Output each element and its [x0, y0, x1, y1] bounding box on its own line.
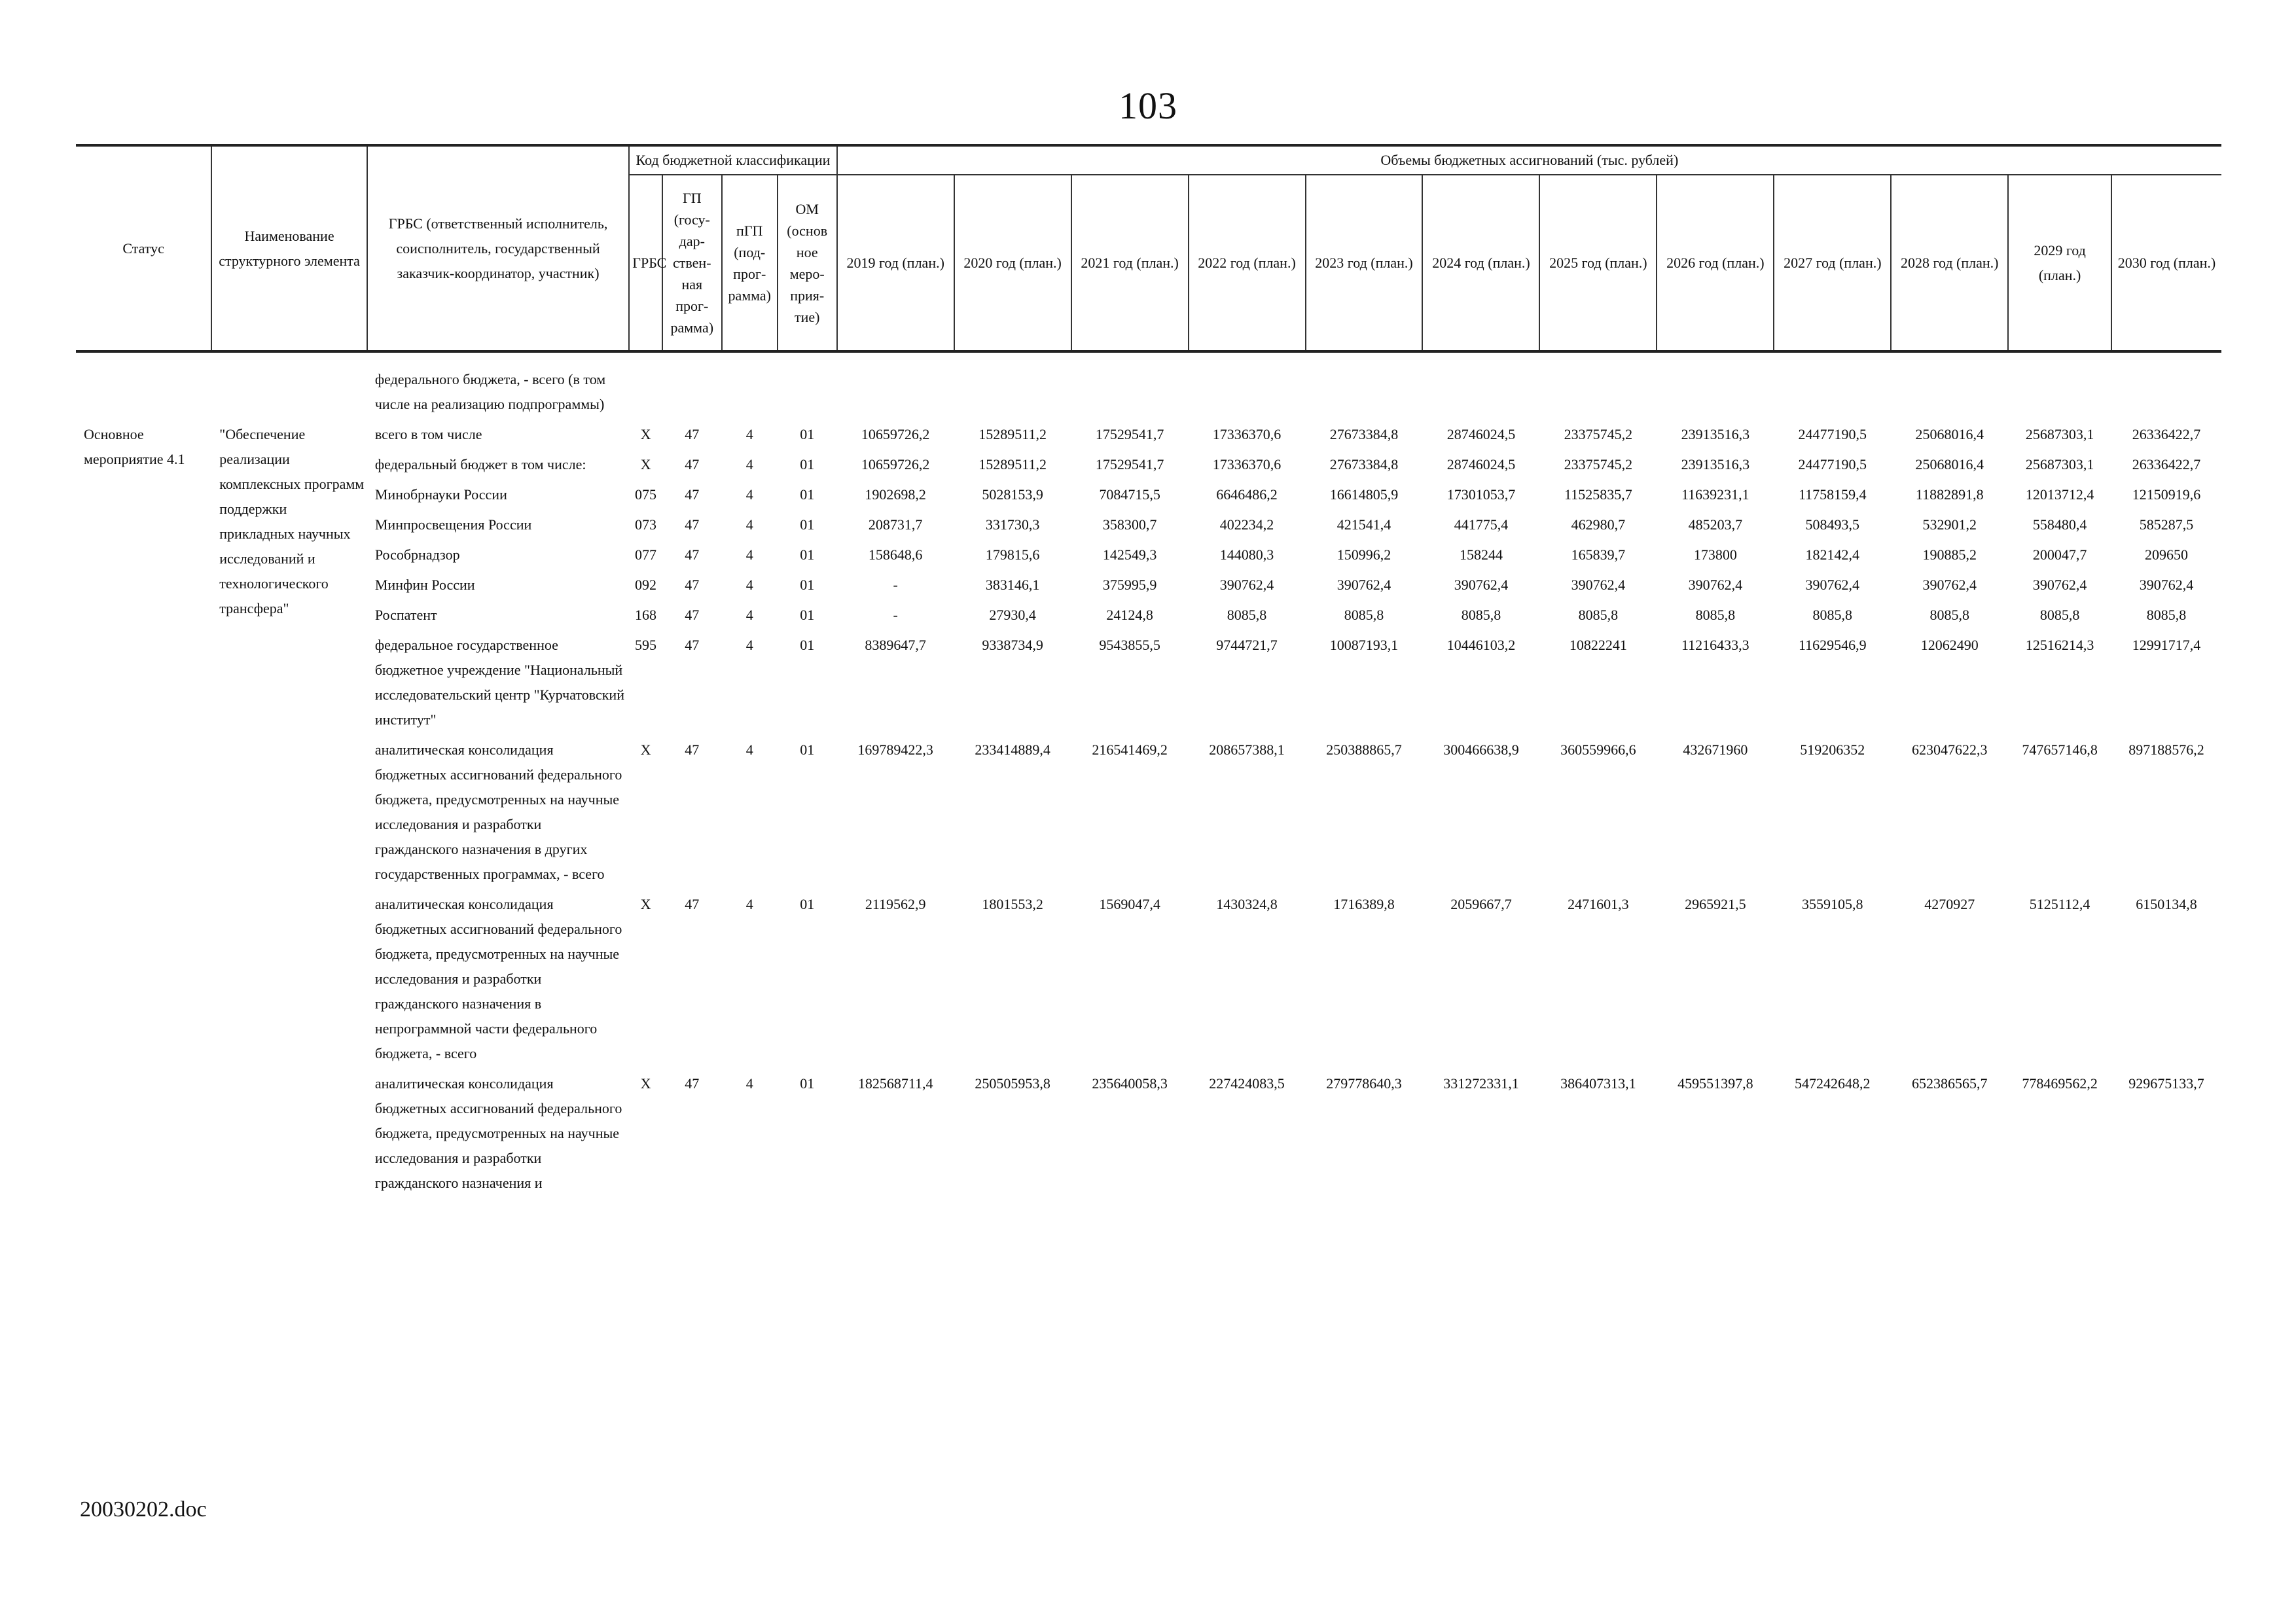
- value-cell: 190885,2: [1922, 546, 1977, 563]
- value-cell: 331272331,1: [1443, 1075, 1519, 1092]
- value-cell: 173800: [1693, 546, 1737, 563]
- value-cell: 2059667,7: [1450, 896, 1512, 912]
- value-cell: 165839,7: [1571, 546, 1626, 563]
- status-cell: [76, 889, 211, 1069]
- value-cell: 9338734,9: [982, 637, 1043, 653]
- status-cell: [76, 735, 211, 889]
- value-cell: 10446103,2: [1446, 637, 1516, 653]
- value-cell: 11216433,3: [1681, 637, 1749, 653]
- col-year-header: 2029 год (план.): [2008, 175, 2111, 351]
- budget-code-header: Код бюджетной классификации: [629, 145, 836, 175]
- om-code: 01: [800, 426, 815, 442]
- table-row: [76, 600, 2221, 630]
- value-cell: 279778640,3: [1326, 1075, 1402, 1092]
- value-cell: 250505953,8: [975, 1075, 1050, 1092]
- value-cell: 12062490: [1920, 637, 1979, 653]
- value-cell: 547242648,2: [1795, 1075, 1871, 1092]
- col-name-header: Наименование структурного элемента: [211, 145, 367, 351]
- col-grbs-long-header: ГРБС (ответственный исполнитель, соисполнитель, государственный заказчик-координатор, участник): [367, 145, 629, 351]
- name-cell: [211, 1069, 367, 1198]
- value-cell: 7084715,5: [1099, 486, 1160, 503]
- col-grbs-header: ГРБС: [629, 175, 662, 351]
- om-code: 01: [800, 516, 815, 533]
- row-label: федерального бюджета, - всего (в том числе на реализацию подпрограммы): [374, 371, 606, 412]
- value-cell: 23375745,2: [1564, 426, 1633, 442]
- value-cell: 8085,8: [1695, 607, 1736, 623]
- table-header: [76, 145, 2221, 351]
- om-code: 01: [800, 1075, 815, 1092]
- col-year-header: 2028 год (план.): [1891, 175, 2008, 351]
- grbs-code: X: [640, 456, 651, 473]
- row-label: всего в том числе: [374, 426, 482, 442]
- grbs-code: 073: [635, 516, 657, 533]
- om-code: 01: [800, 456, 815, 473]
- page-number: 103: [1119, 84, 1177, 127]
- value-cell: 216541469,2: [1092, 741, 1168, 758]
- name-cell: [211, 365, 367, 419]
- value-cell: 182568711,4: [857, 1075, 933, 1092]
- value-cell: 182142,4: [1805, 546, 1860, 563]
- value-cell: 459551397,8: [1677, 1075, 1753, 1092]
- grbs-code: 075: [635, 486, 657, 503]
- pgp-code: 4: [745, 426, 753, 442]
- gp-code: 47: [685, 637, 700, 653]
- value-cell: 25068016,4: [1915, 456, 1984, 473]
- value-cell: 1716389,8: [1333, 896, 1395, 912]
- value-cell: 6150134,8: [2136, 896, 2197, 912]
- grbs-code: 168: [635, 607, 657, 623]
- value-cell: 17336370,6: [1212, 456, 1282, 473]
- value-cell: 25687303,1: [2025, 456, 2094, 473]
- om-code: 01: [800, 637, 815, 653]
- gp-code: 47: [685, 607, 700, 623]
- grbs-code: X: [640, 741, 651, 758]
- gp-code: 47: [685, 577, 700, 593]
- value-cell: 585287,5: [2139, 516, 2194, 533]
- value-cell: 179815,6: [985, 546, 1040, 563]
- pgp-code: 4: [745, 741, 753, 758]
- table-row: [76, 419, 2221, 450]
- grbs-code: 595: [635, 637, 657, 653]
- row-label: аналитическая консолидация бюджетных ассигнований федерального бюджета, предусмотренных на научные исследования и разработки гражданского назначения в других государственных программах, - всего: [374, 741, 622, 882]
- value-cell: 1569047,4: [1099, 896, 1160, 912]
- table-row: [76, 630, 2221, 735]
- value-cell: 2119562,9: [865, 896, 926, 912]
- value-cell: 3559105,8: [1802, 896, 1863, 912]
- gp-code: 47: [685, 896, 700, 912]
- value-cell: 17529541,7: [1095, 456, 1164, 473]
- value-cell: 2471601,3: [1568, 896, 1629, 912]
- value-cell: 28746024,5: [1446, 456, 1516, 473]
- value-cell: 12013712,4: [2025, 486, 2094, 503]
- empty-cells: [629, 365, 2221, 419]
- value-cell: 11525835,7: [1564, 486, 1632, 503]
- value-cell: 10659726,2: [861, 426, 930, 442]
- budget-table: [76, 144, 2221, 1198]
- document-filename: 20030202.doc: [80, 1497, 207, 1522]
- col-year-header: 2030 год (план.): [2111, 175, 2221, 351]
- value-cell: 27673384,8: [1329, 426, 1399, 442]
- value-cell: 1801553,2: [982, 896, 1043, 912]
- col-year-header: 2026 год (план.): [1657, 175, 1774, 351]
- value-cell: 8085,8: [2146, 607, 2187, 623]
- row-label: аналитическая консолидация бюджетных ассигнований федерального бюджета, предусмотренных на научные исследования и разработки гражданского назначения и: [374, 1075, 622, 1191]
- table-row: [76, 365, 2221, 419]
- om-code: 01: [800, 486, 815, 503]
- value-cell: 8085,8: [1344, 607, 1384, 623]
- value-cell: 532901,2: [1922, 516, 1977, 533]
- col-gp-header: ГП (госу-дар-ствен-ная прог-рамма): [662, 175, 722, 351]
- name-cell: [211, 889, 367, 1069]
- value-cell: 26336422,7: [2132, 456, 2201, 473]
- table-row: [76, 570, 2221, 600]
- pgp-code: 4: [745, 456, 753, 473]
- pgp-code: 4: [745, 516, 753, 533]
- om-code: 01: [800, 577, 815, 593]
- value-cell: 11882891,8: [1915, 486, 1984, 503]
- row-label: федеральный бюджет в том числе:: [374, 456, 586, 473]
- om-code: 01: [800, 607, 815, 623]
- status-cell: [76, 1069, 211, 1198]
- value-cell: 485203,7: [1688, 516, 1743, 533]
- value-cell: 390762,4: [1219, 577, 1274, 593]
- value-cell: 358300,7: [1102, 516, 1157, 533]
- pgp-code: 4: [745, 896, 753, 912]
- col-year-header: 2027 год (план.): [1774, 175, 1891, 351]
- value-cell: 235640058,3: [1092, 1075, 1168, 1092]
- value-cell: 26336422,7: [2132, 426, 2201, 442]
- value-cell: 390762,4: [2139, 577, 2194, 593]
- col-year-header: 2019 год (план.): [837, 175, 954, 351]
- value-cell: 200047,7: [2032, 546, 2087, 563]
- value-cell: 10659726,2: [861, 456, 930, 473]
- value-cell: 778469562,2: [2022, 1075, 2098, 1092]
- value-cell: 24477190,5: [1798, 456, 1867, 473]
- pgp-code: 4: [745, 637, 753, 653]
- col-year-header: 2025 год (план.): [1539, 175, 1657, 351]
- value-cell: 652386565,7: [1912, 1075, 1988, 1092]
- value-cell: 17301053,7: [1446, 486, 1516, 503]
- name-cell: [211, 735, 367, 889]
- volumes-header: Объемы бюджетных ассигнований (тыс. рублей): [837, 145, 2221, 175]
- gp-code: 47: [685, 426, 700, 442]
- value-cell: 5028153,9: [982, 486, 1043, 503]
- om-code: 01: [800, 546, 815, 563]
- value-cell: 28746024,5: [1446, 426, 1516, 442]
- value-cell: 8085,8: [2039, 607, 2080, 623]
- col-year-header: 2022 год (план.): [1189, 175, 1306, 351]
- status-cell: [76, 630, 211, 735]
- value-cell: 144080,3: [1219, 546, 1274, 563]
- value-cell: 24477190,5: [1798, 426, 1867, 442]
- value-cell: 386407313,1: [1560, 1075, 1636, 1092]
- value-cell: 421541,4: [1336, 516, 1391, 533]
- spacer: [76, 351, 2221, 365]
- value-cell: 9744721,7: [1216, 637, 1278, 653]
- row-label: Минобрнауки России: [374, 486, 507, 503]
- value-cell: 233414889,4: [975, 741, 1050, 758]
- value-cell: 142549,3: [1102, 546, 1157, 563]
- col-om-header: ОМ (основ ное меро-прия-тие): [778, 175, 837, 351]
- name-cell: [211, 630, 367, 735]
- value-cell: 10087193,1: [1329, 637, 1399, 653]
- value-cell: -: [893, 577, 898, 593]
- om-code: 01: [800, 896, 815, 912]
- value-cell: 462980,7: [1571, 516, 1626, 533]
- value-cell: 158244: [1459, 546, 1503, 563]
- value-cell: 27673384,8: [1329, 456, 1399, 473]
- value-cell: 8085,8: [1812, 607, 1853, 623]
- row-label: Минпросвещения России: [374, 516, 532, 533]
- row-label: аналитическая консолидация бюджетных ассигнований федерального бюджета, предусмотренных на научные исследования и разработки гражданского назначения в непрограммной части федерального бюджета, - всего: [374, 896, 622, 1061]
- value-cell: 8085,8: [1227, 607, 1267, 623]
- value-cell: 11639231,1: [1681, 486, 1749, 503]
- value-cell: 11758159,4: [1798, 486, 1867, 503]
- value-cell: 383146,1: [985, 577, 1040, 593]
- value-cell: 12991717,4: [2132, 637, 2201, 653]
- value-cell: 23913516,3: [1681, 456, 1750, 473]
- value-cell: 5125112,4: [2029, 896, 2090, 912]
- value-cell: 929675133,7: [2128, 1075, 2204, 1092]
- grbs-code: X: [640, 426, 651, 442]
- gp-code: 47: [685, 456, 700, 473]
- value-cell: 747657146,8: [2022, 741, 2098, 758]
- value-cell: 390762,4: [1454, 577, 1509, 593]
- value-cell: 250388865,7: [1326, 741, 1402, 758]
- table-body: [76, 351, 2221, 1198]
- value-cell: 2965921,5: [1685, 896, 1746, 912]
- gp-code: 47: [685, 1075, 700, 1092]
- row-label: Роспатент: [374, 607, 437, 623]
- value-cell: 209650: [2144, 546, 2188, 563]
- value-cell: 24124,8: [1106, 607, 1153, 623]
- value-cell: 158648,6: [868, 546, 923, 563]
- value-cell: 8085,8: [1578, 607, 1619, 623]
- pgp-code: 4: [745, 577, 753, 593]
- value-cell: 441775,4: [1454, 516, 1509, 533]
- value-cell: 331730,3: [985, 516, 1040, 533]
- gp-code: 47: [685, 486, 700, 503]
- element-name-cell: "Обеспечение реализации комплексных программ поддержки прикладных научных исследований и технологического трансфера": [219, 426, 365, 616]
- value-cell: 17529541,7: [1095, 426, 1164, 442]
- table-row: [76, 889, 2221, 1069]
- value-cell: 375995,9: [1102, 577, 1157, 593]
- table-row: [76, 1069, 2221, 1198]
- value-cell: 8085,8: [1461, 607, 1501, 623]
- status-cell: Основное мероприятие 4.1: [84, 426, 185, 467]
- value-cell: 15289511,2: [978, 426, 1047, 442]
- grbs-code: 077: [635, 546, 657, 563]
- value-cell: 23375745,2: [1564, 456, 1633, 473]
- value-cell: 6646486,2: [1216, 486, 1278, 503]
- value-cell: 390762,4: [1571, 577, 1626, 593]
- col-year-header: 2021 год (план.): [1071, 175, 1189, 351]
- table-row: [76, 510, 2221, 540]
- value-cell: 897188576,2: [2128, 741, 2204, 758]
- pgp-code: 4: [745, 607, 753, 623]
- value-cell: 25687303,1: [2025, 426, 2094, 442]
- row-label: Минфин России: [374, 577, 475, 593]
- value-cell: 558480,4: [2032, 516, 2087, 533]
- value-cell: 623047622,3: [1912, 741, 1988, 758]
- col-pgp-header: пГП (под-прог-рамма): [722, 175, 778, 351]
- gp-code: 47: [685, 546, 700, 563]
- status-cell: [76, 365, 211, 419]
- gp-code: 47: [685, 741, 700, 758]
- value-cell: 8085,8: [1929, 607, 1969, 623]
- table-row: [76, 450, 2221, 480]
- value-cell: 169789422,3: [857, 741, 933, 758]
- value-cell: 390762,4: [1336, 577, 1391, 593]
- value-cell: 508493,5: [1805, 516, 1860, 533]
- grbs-code: X: [640, 1075, 651, 1092]
- value-cell: 17336370,6: [1212, 426, 1282, 442]
- value-cell: 390762,4: [1688, 577, 1743, 593]
- value-cell: 150996,2: [1336, 546, 1391, 563]
- value-cell: 23913516,3: [1681, 426, 1750, 442]
- value-cell: 4270927: [1924, 896, 1975, 912]
- pgp-code: 4: [745, 486, 753, 503]
- value-cell: 27930,4: [989, 607, 1036, 623]
- gp-code: 47: [685, 516, 700, 533]
- value-cell: 227424083,5: [1209, 1075, 1285, 1092]
- grbs-code: X: [640, 896, 651, 912]
- col-status-header: Статус: [76, 145, 211, 351]
- value-cell: 402234,2: [1219, 516, 1274, 533]
- value-cell: 390762,4: [1805, 577, 1860, 593]
- value-cell: -: [893, 607, 898, 623]
- grbs-code: 092: [635, 577, 657, 593]
- value-cell: 300466638,9: [1443, 741, 1519, 758]
- value-cell: 25068016,4: [1915, 426, 1984, 442]
- table-row: [76, 540, 2221, 570]
- value-cell: 432671960: [1683, 741, 1748, 758]
- value-cell: 1902698,2: [865, 486, 926, 503]
- value-cell: 12516214,3: [2025, 637, 2094, 653]
- value-cell: 208657388,1: [1209, 741, 1285, 758]
- table-row: [76, 735, 2221, 889]
- value-cell: 390762,4: [2032, 577, 2087, 593]
- value-cell: 10822241: [1569, 637, 1627, 653]
- value-cell: 15289511,2: [978, 456, 1047, 473]
- value-cell: 390762,4: [1922, 577, 1977, 593]
- pgp-code: 4: [745, 1075, 753, 1092]
- budget-table-container: [76, 144, 2221, 1198]
- value-cell: 360559966,6: [1560, 741, 1636, 758]
- row-label: федеральное государственное бюджетное учреждение "Национальный исследовательский центр "Курчатовский институт": [374, 637, 624, 728]
- value-cell: 208731,7: [868, 516, 923, 533]
- value-cell: 519206352: [1800, 741, 1865, 758]
- col-year-header: 2020 год (план.): [954, 175, 1071, 351]
- value-cell: 8389647,7: [865, 637, 926, 653]
- om-code: 01: [800, 741, 815, 758]
- value-cell: 12150919,6: [2132, 486, 2201, 503]
- value-cell: 1430324,8: [1216, 896, 1278, 912]
- value-cell: 11629546,9: [1798, 637, 1867, 653]
- col-year-header: 2024 год (план.): [1422, 175, 1539, 351]
- value-cell: 9543855,5: [1099, 637, 1160, 653]
- table-row: [76, 480, 2221, 510]
- value-cell: 16614805,9: [1329, 486, 1399, 503]
- row-label: Рособрнадзор: [374, 546, 460, 563]
- pgp-code: 4: [745, 546, 753, 563]
- col-year-header: 2023 год (план.): [1306, 175, 1423, 351]
